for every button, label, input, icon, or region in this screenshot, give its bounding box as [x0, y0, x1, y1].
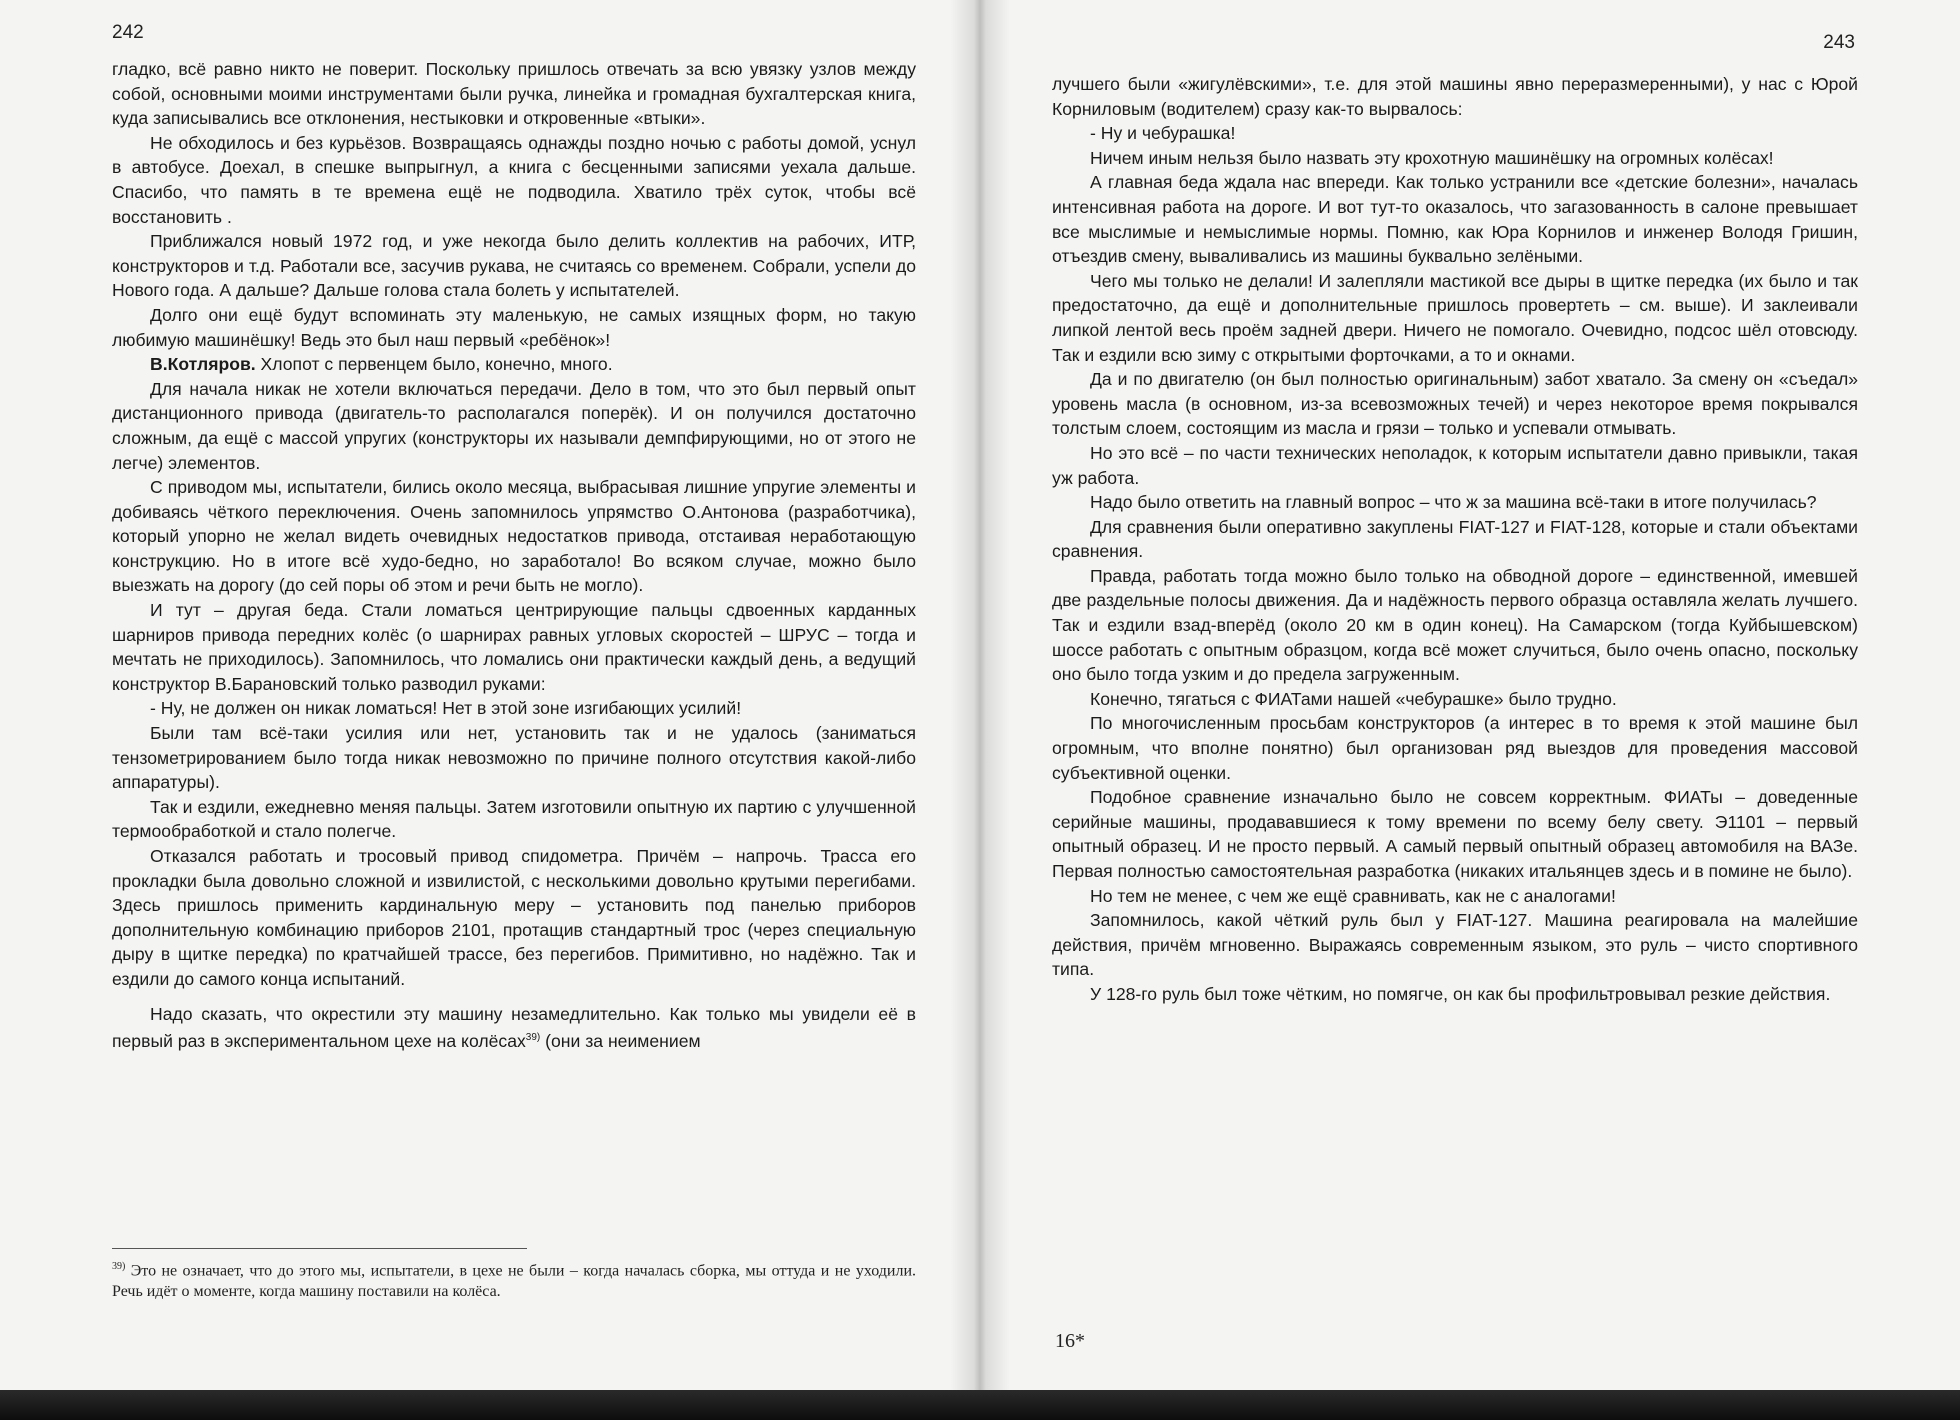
paragraph: Долго они ещё будут вспоминать эту маленькую, не самых изящных форм, но такую любимую машинёшку! Ведь это был наш первый «ребёнок»!: [112, 304, 916, 350]
paragraph: Правда, работать тогда можно было только на обводной дороге – единственной, имевшей две раздельные полосы движения. Да и надёжность первого образца оставляла желать лучшего. Так и ездили взад-вперёд (около 20 км в один конец). На Самарском (тогда Куйбышевском) шоссе работать с опытным образцом, когда всё может случиться, было очень опасно, поскольку оно было тогда узким и до предела загруженным.: [1052, 565, 1858, 685]
author-name: В.Котляров.: [150, 354, 256, 375]
paragraph: И тут – другая беда. Стали ломаться центрирующие пальцы сдвоенных карданных шарниров привода передних колёс (о шарнирах равных угловых скоростей – ШРУС – тогда и мечтать не приходилось). Запомнилось, что ломались они практически каждый день, а ведущий конструктор В.Барановский только разводил руками:: [112, 600, 916, 694]
left-page: [0, 0, 980, 1390]
paragraph: Чего мы только не делали! И залепляли мастикой все дыры в щитке передка (их было и так предостаточно, да ещё и дополнительные пришлось провертеть – см. выше). И заклеивали липкой лентой весь проём задней двери. Ничего не помогало. Очевидно, подсос шёл отовсюду. Так и ездили всю зиму с открытыми форточками, а то и окнами.: [1052, 270, 1858, 365]
paragraph: лучшего были «жигулёвскими», т.е. для этой машины явно переразмеренными), у нас с Юрой Корниловым (водителем) сразу как-то вырвалось:: [1052, 74, 1858, 119]
paragraph: Но это всё – по части технических неполадок, к которым испытатели давно привыкли, такая уж работа.: [1052, 442, 1858, 488]
paragraph-text: Надо сказать, что окрестили эту машину незамедлительно. Как только мы увидели её в первый раз в экспериментальном цехе на колёсах: [112, 1003, 916, 1052]
paragraph: Конечно, тягаться с ФИАТами нашей «чебурашке» было трудно.: [1090, 688, 1617, 709]
paragraph: Но тем не менее, с чем же ещё сравнивать, как не с аналогами!: [1090, 885, 1616, 906]
paragraph-text: (они за неимением: [540, 1031, 701, 1052]
paragraph: С приводом мы, испытатели, бились около месяца, выбрасывая лишние упругие элементы и добиваясь чёткого переключения. Очень запомнилось упрямство О.Антонова (разработчика), который упорно не желал видеть очевидных недостатков привода, отстаивая неработающую конструкцию. Но в итоге всё худо-бедно, но заработало! Во всяком случае, можно было выезжать на дорогу (до сей поры об этом и речи быть не могло).: [112, 477, 916, 596]
signature-mark: 16*: [1055, 1330, 1085, 1352]
paragraph: У 128-го руль был тоже чётким, но помягче, он как бы профильтровывал резкие действия.: [1090, 983, 1831, 1004]
paragraph: Приближался новый 1972 год, и уже некогда было делить коллектив на рабочих, ИТР, конструкторов и т.д. Работали все, засучив рукава, не считаясь со временем. Собрали, успели до Нового года. А дальше? Дальше голова стала болеть у испытателей.: [112, 231, 916, 301]
paragraph: Да и по двигателю (он был полностью оригинальным) забот хватало. За смену он «съедал» уровень масла (в основном, из-за всевозможных течей) и через некоторое время покрывался толстым слоем, состоящим из масла и грязи – только и успевали отмывать.: [1052, 369, 1858, 439]
paragraph: Надо было ответить на главный вопрос – что ж за машина всё-таки в итоге получилась?: [1090, 492, 1817, 513]
paragraph-text: Хлопот с первенцем было, конечно, много.: [255, 354, 613, 375]
paragraph: Отказался работать и тросовый привод спидометра. Причём – напрочь. Трасса его прокладки была довольно сложной и извилистой, с несколькими довольно крутыми перегибами. Здесь пришлось применить кардинальную меру – установить под панелью приборов дополнительную комбинацию приборов 2101, протащив стандартный трос (через специальную дыру в щитке передка) по кратчайшей трассе, без перегибов. Примитивно, но надёжно. Так и ездили до самого конца испытаний.: [112, 846, 916, 989]
page-edge-shadow: [0, 1390, 1960, 1420]
dialogue-line: - Ну и чебурашка!: [1090, 123, 1236, 144]
paragraph: гладко, всё равно никто не поверит. Поскольку пришлось отвечать за всю увязку узлов между собой, основными моими инструментами были ручка, линейка и громадная бухгалтерская книга, куда записывались все отклонения, нестыковки и откровенные «втыки».: [112, 59, 916, 129]
page-number: 243: [1823, 32, 1855, 53]
footnote-divider: [112, 1248, 527, 1249]
dialogue-line: - Ну, не должен он никак ломаться! Нет в этой зоне изгибающих усилий!: [150, 698, 742, 719]
paragraph: Запомнилось, какой чёткий руль был у FIAT-127. Машина реагировала на малейшие действия, причём мгновенно. Выражаясь современным языком, это руль – чисто спортивного типа.: [1052, 910, 1858, 980]
paragraph: Не обходилось и без курьёзов. Возвращаясь однажды поздно ночью с работы домой, уснул в автобусе. Доехал, в спешке выпрыгнул, а книга с бесценными записями уехала дальше. Спасибо, что память в те времена ещё не подводила. Хватило трёх суток, чтобы всё восстановить .: [112, 132, 916, 227]
paragraph: Так и ездили, ежедневно меняя пальцы. Затем изготовили опытную их партию с улучшенной термообработкой и стало полегче.: [112, 796, 916, 842]
footnote-mark: 39): [112, 1261, 126, 1272]
paragraph: Для сравнения были оперативно закуплены FIAT-127 и FIAT-128, которые и стали объектами сравнения.: [1052, 516, 1858, 562]
paragraph: Подобное сравнение изначально было не совсем корректным. ФИАТы – доведенные серийные машины, продававшиеся к тому времени по всему белу свету. Э1101 – первый опытный образец. И не просто первый. А самый первый опытный образец автомобиля на ВАЗе. Первая полностью самостоятельная разработка (никаких итальянцев здесь и в помине не было).: [1052, 787, 1858, 881]
paragraph: А главная беда ждала нас впереди. Как только устранили все «детские болезни», началась интенсивная работа на дороге. И вот тут-то оказалось, что загазованность в салоне превышает все мыслимые и немыслимые нормы. Помню, как Юра Корнилов и инженер Володя Гришин, отъездив смену, вываливались из машины буквально зелёными.: [1052, 172, 1858, 267]
body-text: [1052, 72, 1858, 1007]
paragraph: Для начала никак не хотели включаться передачи. Дело в том, что это был первый опыт дистанционного привода (двигатель-то располагался поперёк). И он получился достаточно сложным, да ещё с массой упругих (конструкторы их называли демпфирующими, но от этого не легче) элементов.: [112, 378, 916, 473]
paragraph: По многочисленным просьбам конструкторов (а интерес в то время к этой машине был огромным, что вполне понятно) был организован ряд выездов для проведения массовой субъективной оценки.: [1052, 713, 1858, 783]
page-number: 242: [112, 22, 144, 43]
paragraph: Ничем иным нельзя было назвать эту крохотную машинёшку на огромных колёсах!: [1090, 147, 1774, 168]
right-page: [980, 0, 1960, 1390]
footnote-ref: 39): [525, 1032, 541, 1044]
paragraph: [112, 352, 916, 377]
paragraph: Были там всё-таки усилия или нет, установить так и не удалось (заниматься тензометрированием было тогда никак невозможно по причине полного отсутствия какой-либо аппаратуры).: [112, 723, 916, 793]
body-text: [112, 57, 916, 1054]
footnote-text: Это не означает, что до этого мы, испытатели, в цехе не были – когда началась сборка, мы оттуда и не уходили. Речь идёт о моменте, когда машину поставили на колёса.: [112, 1262, 916, 1301]
paragraph: [112, 1002, 916, 1054]
footnote: [112, 1256, 916, 1302]
